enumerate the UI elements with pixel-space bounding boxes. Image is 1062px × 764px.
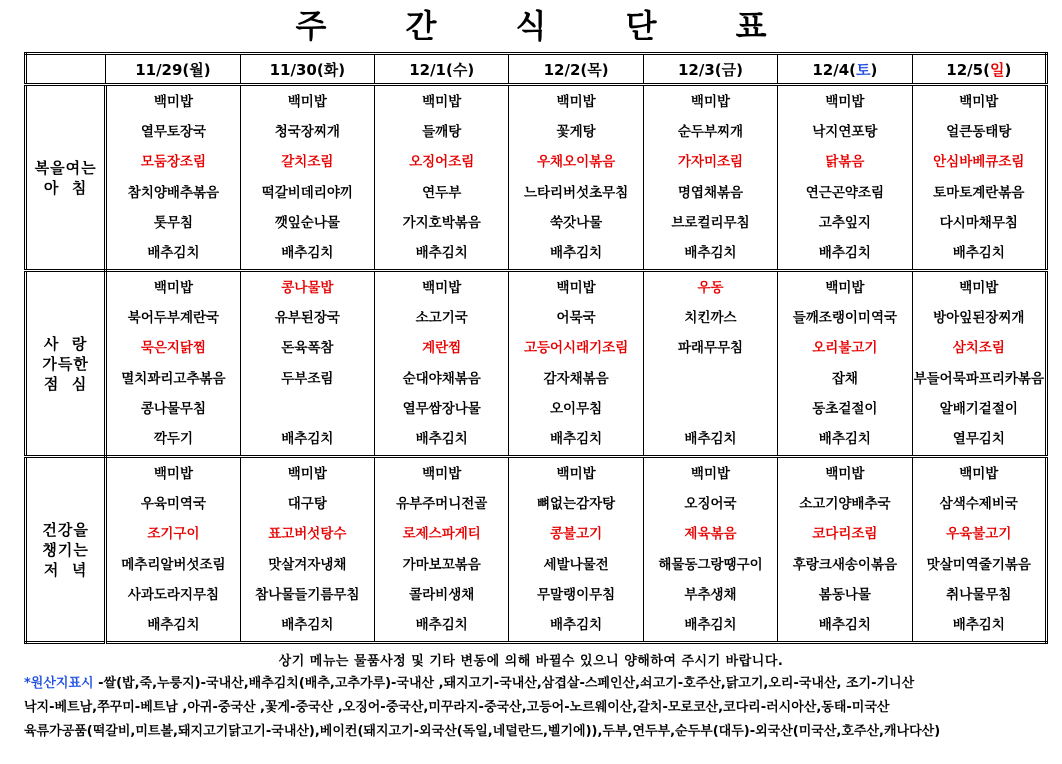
day-suffix: ) (736, 60, 743, 79)
menu-cell (912, 85, 1046, 271)
dish-item: 백미밥 (153, 466, 193, 482)
dish-item: 깍두기 (153, 430, 193, 447)
dish-list (107, 272, 239, 455)
meal-label-line: 가득한 (42, 354, 89, 373)
dish-item: 계란찜 (422, 340, 462, 357)
dish-item: 느타리버섯초무침 (523, 184, 629, 201)
menu-cell (375, 85, 509, 271)
dish-item: 맛살미역줄기볶음 (926, 556, 1031, 573)
day-suffix: ) (870, 60, 878, 79)
meal-label-line: 복을여는 (34, 158, 97, 177)
dish-item: 봄동나물 (818, 586, 871, 603)
dish-item: 고추잎지 (818, 214, 871, 231)
dish-item: 참치양배추볶음 (127, 184, 220, 201)
origin-heading: *원산지표시 (24, 676, 94, 691)
day-of-week: 월 (189, 60, 204, 79)
menu-cell (106, 271, 240, 457)
dish-item: 백미밥 (556, 466, 596, 482)
dish-item: 꽃게탕 (556, 124, 596, 141)
meal-label-line: 건강을 (42, 520, 89, 539)
dish-item: 다시마채무침 (939, 214, 1018, 231)
corner-cell (26, 54, 106, 85)
menu-cell (778, 85, 912, 271)
dish-item: 백미밥 (287, 94, 327, 110)
dish-item: 돈육폭참 (281, 340, 334, 357)
dish-item: 고등어시래기조림 (523, 340, 629, 357)
dish-item: 우육미역국 (140, 496, 207, 513)
dish-item (241, 395, 374, 423)
dish-item: 배추김치 (281, 244, 334, 261)
dish-item: 배추김치 (818, 616, 871, 633)
dish-list (107, 86, 239, 269)
origin-line-3: 육류가공품(떡갈비,미트볼,돼지고기닭고기-국내산),베이컨(돼지고기-외국산(독일,네덜란드,벨기에)),두부,연두부,순두부(대두)-외국산(미국산,호주산,캐나다산) (24, 724, 941, 739)
dish-item: 들깨조랭이미역국 (792, 310, 898, 327)
day-date: 11/29( (135, 60, 190, 79)
dish-item: 콩불고기 (550, 526, 603, 543)
dish-item: 모둠장조림 (140, 154, 207, 171)
dish-item: 북어두부계란국 (127, 310, 220, 327)
menu-cell (912, 271, 1046, 457)
dish-list (509, 86, 642, 269)
day-of-week: 화 (323, 60, 339, 79)
dish-item: 표고버섯탕수 (268, 526, 347, 543)
dish-item: 유부된장국 (274, 310, 340, 327)
dish-item: 뼈없는감자탕 (536, 496, 616, 513)
dish-list (913, 272, 1045, 455)
dish-item: 조기구이 (147, 526, 200, 543)
origin-line-2: 낙지-베트남,쭈꾸미-베트남 ,아귀-중국산 ,꽃게-중국산 ,오징어-중국산,미꾸라지-중국산,고등어-노르웨이산,갈치-모로코산,코다리-러시아산,동태-미국산 (24, 700, 890, 715)
dish-item: 연근곤약조림 (805, 184, 884, 201)
dish-item: 배추김치 (550, 430, 603, 447)
menu-cell (509, 85, 643, 271)
dish-item: 우육불고기 (946, 526, 1012, 543)
dish-item: 취나물무침 (946, 586, 1012, 603)
dish-item: 배추김치 (952, 244, 1005, 261)
notice-text: 상기 메뉴는 물품사정 및 기타 변동에 의해 바뀔수 있으니 양해하여 주시기 바랍니다. (278, 654, 784, 669)
dish-item: 연두부 (422, 184, 462, 201)
dish-item: 안심바베큐조림 (933, 154, 1025, 171)
dish-list (913, 86, 1045, 269)
dish-item: 배추김치 (147, 616, 200, 633)
dish-item: 순대야채볶음 (402, 370, 481, 387)
dish-item: 토마토계란볶음 (933, 184, 1025, 201)
dish-item: 백미밥 (287, 466, 327, 482)
dish-item: 가마보꼬볶음 (402, 556, 481, 573)
dish-item: 백미밥 (153, 280, 193, 296)
dish-list (778, 458, 911, 641)
dish-item: 오징어조림 (409, 154, 475, 171)
day-of-week: 수 (452, 60, 468, 79)
meal-label (26, 271, 106, 457)
origin-line-1 (24, 672, 1054, 696)
dish-item: 삼치조림 (952, 340, 1005, 357)
dish-item: 사과도라지무침 (127, 586, 220, 603)
menu-cell (509, 457, 643, 643)
dish-item: 열무토장국 (140, 124, 207, 141)
dish-item: 부추생채 (684, 586, 737, 603)
dish-item: 묵은지닭찜 (140, 340, 207, 357)
dish-item: 백미밥 (690, 466, 731, 482)
dish-item: 가자미조림 (677, 154, 744, 171)
day-header-3 (509, 54, 643, 85)
menu-cell (240, 85, 374, 271)
dish-item (644, 365, 777, 393)
dish-item: 소고기양배추국 (799, 496, 891, 513)
day-suffix: ) (601, 60, 609, 79)
day-header-2 (375, 54, 509, 85)
dish-item: 백미밥 (153, 94, 193, 110)
day-header-0 (106, 54, 240, 85)
day-of-week: 금 (721, 60, 737, 79)
dish-item: 콩나물밥 (281, 280, 334, 296)
dish-item: 백미밥 (690, 94, 731, 110)
dish-item: 배추김치 (550, 616, 603, 633)
dish-list (644, 458, 777, 641)
menu-cell (509, 271, 643, 457)
dish-list (644, 272, 777, 455)
meal-row-1 (26, 271, 1047, 457)
dish-item: 백미밥 (422, 280, 462, 296)
dish-item: 삼색수제비국 (939, 496, 1018, 513)
dish-item: 깻잎순나물 (274, 214, 340, 231)
dish-item: 치킨까스 (684, 310, 737, 327)
dish-item: 쑥갓나물 (550, 214, 603, 231)
meal-label (26, 457, 106, 643)
menu-cell (778, 271, 912, 457)
menu-body (26, 85, 1047, 643)
meal-label-line: 챙기는 (42, 540, 89, 559)
meal-label-line: 사 랑 (43, 334, 88, 353)
dish-item: 맛살겨자냉채 (268, 556, 347, 573)
menu-cell (375, 457, 509, 643)
dish-item: 톳무침 (153, 214, 193, 231)
dish-item: 닭볶음 (825, 154, 865, 171)
dish-item: 명엽채볶음 (677, 184, 744, 201)
dish-item: 배추김치 (281, 430, 334, 447)
dish-item: 백미밥 (825, 466, 865, 482)
dish-item: 어묵국 (556, 310, 596, 327)
dish-item: 우채오이볶음 (536, 154, 616, 171)
dish-item: 참나물들기름무침 (255, 586, 360, 603)
dish-item: 배추김치 (415, 430, 468, 447)
day-header-5 (778, 54, 912, 85)
day-date: 11/30( (269, 60, 324, 79)
dish-item: 낙지연포탕 (812, 124, 878, 141)
dish-item: 백미밥 (825, 280, 865, 296)
meal-label-line: 아 침 (43, 178, 88, 197)
dish-item: 오이무침 (550, 400, 603, 417)
dish-item: 얼큰동태탕 (946, 124, 1012, 141)
dish-list (778, 272, 911, 455)
dish-item: 열무김치 (952, 430, 1005, 447)
dish-item: 백미밥 (556, 280, 596, 296)
dish-item: 무말랭이무침 (536, 586, 616, 603)
dish-item: 배추김치 (684, 430, 737, 447)
dish-item: 부들어묵파프리카볶음 (913, 370, 1044, 387)
menu-cell (643, 271, 777, 457)
day-header-6 (912, 54, 1046, 85)
day-date: 12/4( (812, 60, 857, 79)
dish-item: 배추김치 (684, 244, 737, 261)
dish-item: 배추김치 (818, 244, 871, 261)
dish-list (241, 458, 374, 641)
weekly-menu-table (24, 52, 1048, 644)
day-date: 12/5( (946, 60, 990, 79)
day-of-week: 토 (856, 60, 871, 79)
origin-section (24, 672, 1054, 744)
dish-item: 배추김치 (818, 430, 871, 447)
date-header-row (26, 54, 1047, 85)
dish-list (509, 458, 642, 641)
dish-item: 순두부찌개 (677, 124, 744, 141)
dish-item: 배추김치 (281, 616, 334, 633)
dish-item: 잡채 (831, 370, 858, 387)
dish-list (107, 458, 239, 641)
dish-item: 백미밥 (422, 466, 462, 482)
meal-label (26, 85, 106, 271)
dish-item: 세발나물전 (543, 556, 609, 573)
dish-item: 알배기겉절이 (939, 400, 1018, 417)
origin-text-1: -쌀(밥,죽,누룽지)-국내산,배추김치(배추,고추가루)-국내산 ,돼지고기-국내산,삼겹살-스페인산,쇠고기-호주산,닭고기,오리-국내산, 조기-기니산 (93, 676, 915, 691)
dish-item: 방아잎된장찌개 (933, 310, 1025, 327)
menu-cell (106, 457, 240, 643)
dish-item: 백미밥 (556, 94, 596, 110)
dish-item: 열무쌈장나물 (402, 400, 481, 417)
day-suffix: ) (1004, 60, 1012, 79)
dish-item: 오징어국 (684, 496, 737, 513)
menu-cell (912, 457, 1046, 643)
day-of-week: 목 (587, 60, 602, 79)
dish-list (778, 86, 911, 269)
dish-item: 배추김치 (415, 616, 468, 633)
menu-cell (643, 85, 777, 271)
dish-item: 백미밥 (959, 466, 999, 482)
dish-item: 동초겉절이 (812, 400, 878, 417)
dish-item: 후랑크새송이볶음 (792, 556, 898, 573)
dish-list (375, 458, 508, 641)
dish-item: 해물동그랑땡구이 (658, 556, 763, 573)
day-header-4 (643, 54, 777, 85)
dish-list (241, 272, 374, 455)
dish-item: 코다리조림 (812, 526, 878, 543)
day-date: 12/3( (677, 60, 722, 79)
dish-list (644, 86, 777, 269)
dish-item: 대구탕 (287, 496, 327, 513)
dish-list (375, 86, 508, 269)
day-suffix: ) (338, 60, 346, 79)
day-header-1 (240, 54, 374, 85)
page-title: 주 간 식 단 표 (295, 7, 801, 45)
dish-item: 우동 (697, 280, 724, 296)
dish-item: 배추김치 (415, 244, 468, 261)
day-suffix: ) (203, 60, 211, 79)
dish-list (509, 272, 642, 455)
dish-item: 오리불고기 (812, 340, 878, 357)
dish-list (241, 86, 374, 269)
dish-item: 백미밥 (825, 94, 865, 110)
dish-list (375, 272, 508, 455)
dish-item: 콩나물무침 (140, 400, 207, 417)
dish-item: 배추김치 (550, 244, 603, 261)
dish-item: 배추김치 (147, 244, 200, 261)
dish-item: 두부조림 (281, 370, 334, 387)
dish-list (913, 458, 1045, 641)
menu-cell (778, 457, 912, 643)
dish-item: 백미밥 (422, 94, 462, 110)
meal-row-2 (26, 457, 1047, 643)
dish-item: 멸치꽈리고추볶음 (121, 370, 226, 387)
dish-item: 소고기국 (415, 310, 468, 327)
menu-cell (375, 271, 509, 457)
menu-cell (106, 85, 240, 271)
dish-item: 가지호박볶음 (402, 214, 481, 231)
dish-item: 백미밥 (959, 280, 999, 296)
meal-row-0 (26, 85, 1047, 271)
dish-item: 브로컬리무침 (671, 214, 750, 231)
menu-cell (643, 457, 777, 643)
day-date: 12/2( (543, 60, 588, 79)
dish-item: 갈치조림 (281, 154, 334, 171)
menu-cell (240, 457, 374, 643)
day-date: 12/1( (409, 60, 453, 79)
dish-item (644, 395, 777, 423)
dish-item: 제육볶음 (684, 526, 737, 543)
dish-item: 유부주머니전골 (396, 496, 488, 513)
dish-item: 백미밥 (959, 94, 999, 110)
day-suffix: ) (467, 60, 475, 79)
dish-item: 떡갈비데리야끼 (261, 184, 353, 201)
dish-item: 감자채볶음 (543, 370, 609, 387)
dish-item: 콜라비생채 (409, 586, 475, 603)
dish-item: 메추리알버섯조림 (121, 556, 226, 573)
dish-item: 파래무무침 (677, 340, 744, 357)
day-of-week: 일 (989, 60, 1005, 79)
dish-item: 로제스파게티 (402, 526, 481, 543)
meal-label-line: 저 녁 (43, 560, 88, 579)
dish-item: 배추김치 (952, 616, 1005, 633)
dish-item: 청국장찌개 (274, 124, 340, 141)
dish-item: 들깨탕 (422, 124, 462, 141)
menu-cell (240, 271, 374, 457)
meal-label-line: 점 심 (43, 374, 88, 393)
dish-item: 배추김치 (684, 616, 737, 633)
